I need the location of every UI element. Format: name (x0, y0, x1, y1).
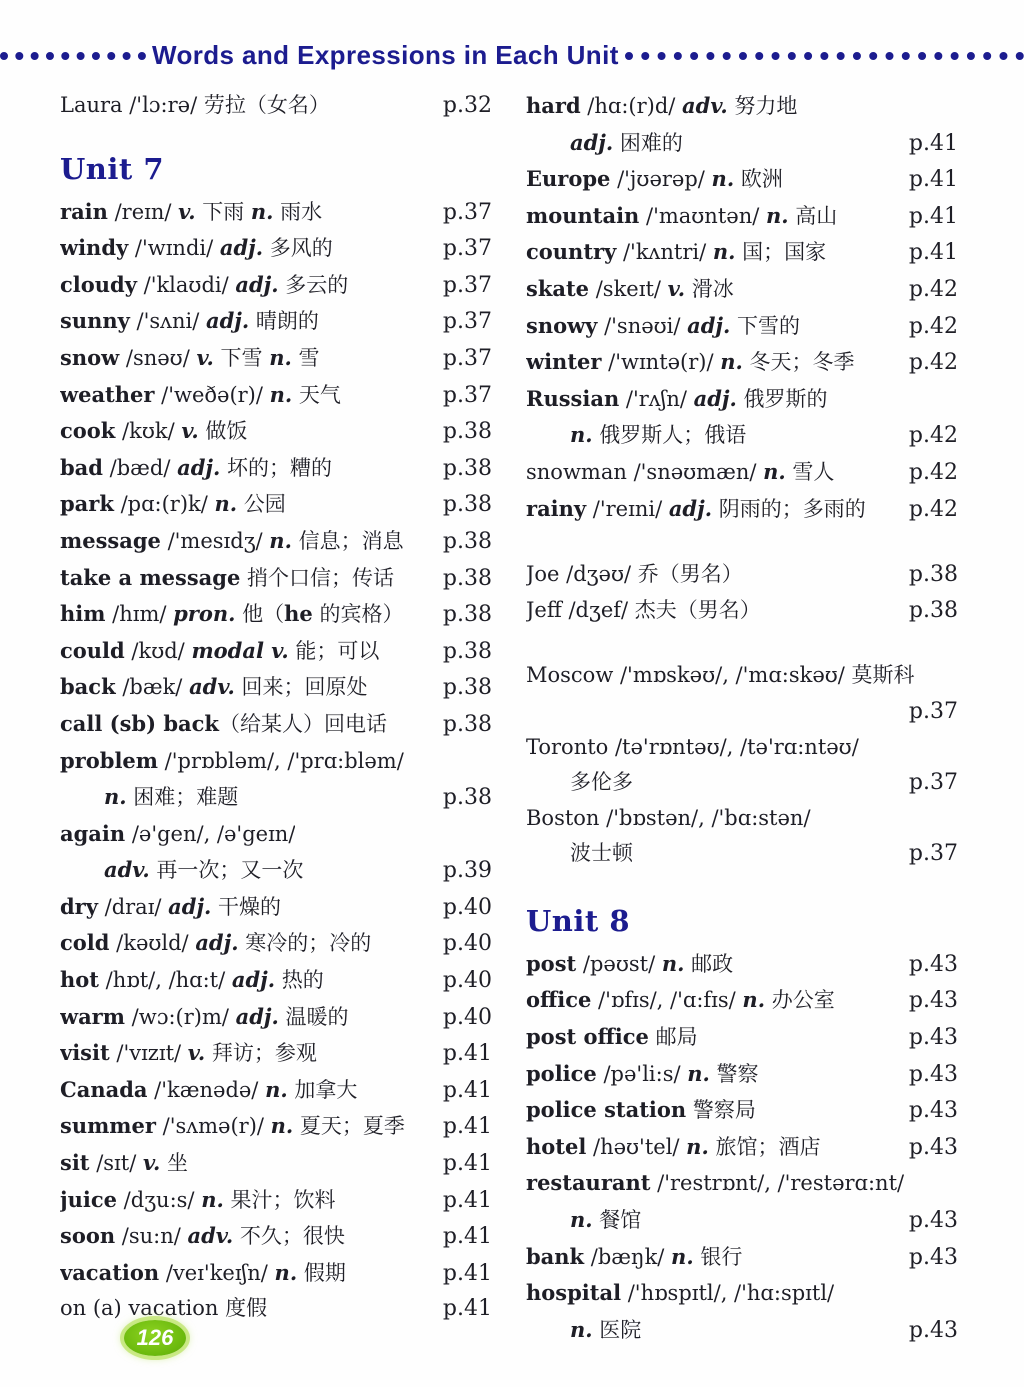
entry-text: could /kʊd/ modal v. 能；可以 (60, 637, 380, 663)
entry-text: him /hɪm/ pron. 他（he 的宾格） (60, 601, 404, 627)
page-ref: p.40 (442, 1004, 492, 1030)
entry-text: n. 困难；难题 (104, 784, 239, 810)
page-ref: p.37 (908, 770, 958, 796)
entry-text: cook /kʊk/ v. 做饭 (60, 418, 248, 444)
entry-text: hard /hɑ:(r)d/ adv. 努力地 (526, 93, 798, 118)
page-ref: p.37 (442, 345, 492, 371)
page-ref: p.40 (442, 894, 492, 920)
page-ref: p.38 (442, 711, 492, 737)
entry-text: bad /bæd/ adj. 坏的；糟的 (60, 454, 333, 480)
page-ref: p.38 (442, 455, 492, 481)
page-ref: p.37 (442, 236, 492, 262)
vocab-entry (526, 88, 958, 125)
vocab-entry (526, 344, 958, 381)
entry-text: take a message 捎个口信；传话 (60, 564, 395, 590)
page-ref: p.41 (442, 1041, 492, 1067)
page-ref: p.37 (442, 309, 492, 335)
page-ref: p.41 (908, 240, 958, 266)
page-ref: p.38 (442, 492, 492, 518)
page-ref: p.41 (908, 203, 958, 229)
entry-text: back /bæk/ adv. 回来；回原处 (60, 674, 368, 700)
entry-text: soon /su:n/ adv. 不久；很快 (60, 1223, 345, 1249)
vocab-entry (526, 593, 958, 629)
page-ref: p.37 (908, 698, 958, 724)
page-ref: p.38 (908, 597, 958, 623)
entry-text: weather /'weðə(r)/ n. 天气 (60, 381, 341, 407)
entry-text: hot /hɒt/, /hɑ:t/ adj. 热的 (60, 967, 324, 993)
left-column (60, 88, 492, 1348)
vocab-entry (60, 450, 492, 487)
page-ref: p.41 (442, 1151, 492, 1177)
entry-text: restaurant /'restrɒnt/, /'restərɑ:nt/ (526, 1170, 905, 1196)
page-header (0, 36, 1024, 74)
vocab-entry (526, 765, 958, 801)
page-ref: p.38 (442, 528, 492, 554)
page-ref: p.42 (908, 350, 958, 376)
entry-text: Russian /'rʌʃn/ adj. 俄罗斯的 (526, 385, 828, 411)
page-ref: p.38 (442, 602, 492, 628)
entry-text: Europe /'jʊərəp/ n. 欧洲 (526, 166, 783, 192)
vocab-entry (526, 1092, 958, 1129)
page-ref: p.41 (908, 130, 958, 156)
vocab-entry (60, 340, 492, 377)
vocab-entry (60, 706, 492, 743)
entry-text: Toronto /tə'rɒntəʊ/, /tə'rɑ:ntəʊ/ (526, 734, 859, 759)
vocab-entry (60, 962, 492, 999)
entry-text: hospital /'hɒspɪtl/, /'hɑ:spɪtl/ (526, 1280, 835, 1306)
vocab-entry (60, 1218, 492, 1255)
vocab-entry (60, 889, 492, 926)
entry-text: snow /snəʊ/ v. 下雪 n. 雪 (60, 344, 320, 370)
page-ref: p.43 (908, 951, 958, 977)
entry-text: sit /sɪt/ v. 坐 (60, 1150, 189, 1176)
vocab-entry (60, 1072, 492, 1109)
page-ref: p.41 (442, 1224, 492, 1250)
entry-text: hotel /həʊ'tel/ n. 旅馆；酒店 (526, 1133, 821, 1159)
vocab-entry (526, 1056, 958, 1093)
vocab-entry (526, 658, 958, 694)
vocab-entry (526, 1239, 958, 1276)
page-title: Words and Expressions in Each Unit (152, 39, 619, 70)
page-ref: p.38 (442, 638, 492, 664)
entry-text: Canada /'kænədə/ n. 加拿大 (60, 1076, 358, 1102)
entry-text: summer /'sʌmə(r)/ n. 夏天；夏季 (60, 1113, 405, 1139)
vocab-entry (60, 633, 492, 670)
entry-text: police station 警察局 (526, 1097, 756, 1123)
vocab-entry (60, 194, 492, 231)
vocab-entry (526, 125, 958, 162)
entry-text: n. 俄罗斯人；俄语 (570, 422, 747, 448)
page-ref: p.38 (908, 562, 958, 588)
page-ref: p.42 (908, 313, 958, 339)
vocab-entry (526, 491, 958, 528)
entry-text: skate /skeɪt/ v. 滑冰 (526, 275, 734, 301)
vocab-entry (60, 1145, 492, 1182)
page-ref: p.42 (908, 276, 958, 302)
page-ref: p.37 (442, 272, 492, 298)
page-ref: p.37 (442, 382, 492, 408)
vocab-entry (60, 743, 492, 780)
page-ref: p.40 (442, 931, 492, 957)
vocab-entry (526, 730, 958, 766)
page-ref: p.32 (442, 93, 492, 118)
entry-text: cold /kəʊld/ adj. 寒冷的；冷的 (60, 930, 372, 956)
vocab-entry (526, 381, 958, 418)
page-ref: p.38 (442, 785, 492, 811)
entry-text: n. 医院 (570, 1316, 642, 1342)
page-ref: p.41 (908, 167, 958, 193)
vocab-entry (60, 669, 492, 706)
entry-text: n. 餐馆 (570, 1207, 642, 1233)
vocab-entry (60, 999, 492, 1036)
entry-text: police /pə'li:s/ n. 警察 (526, 1060, 759, 1086)
vocab-entry (526, 1165, 958, 1202)
vocab-entry (526, 982, 958, 1019)
page-ref: p.38 (442, 675, 492, 701)
entry-text: problem /'prɒbləm/, /'prɑ:bləm/ (60, 747, 404, 773)
vocab-entry (60, 303, 492, 340)
entry-text: juice /dʒu:s/ n. 果汁；饮料 (60, 1186, 336, 1212)
entry-text: post office 邮局 (526, 1024, 698, 1050)
page-number-badge: 126 (124, 1320, 186, 1356)
page-ref: p.40 (442, 968, 492, 994)
entry-text: message /'mesɪdʒ/ n. 信息；消息 (60, 527, 404, 553)
entry-text: Joe /dʒəʊ/ 乔（男名） (526, 562, 743, 587)
vocab-entry (526, 836, 958, 872)
page-ref: p.42 (908, 459, 958, 485)
vocab-entry (60, 377, 492, 414)
entry-text: dry /draɪ/ adj. 干燥的 (60, 893, 282, 919)
page-ref: p.43 (908, 1317, 958, 1343)
vocab-entry (60, 596, 492, 633)
vocab-entry (60, 925, 492, 962)
page-ref: p.39 (442, 858, 492, 884)
vocab-entry (60, 1035, 492, 1072)
entry-text: office /'ɒfɪs/, /'ɑ:fɪs/ n. 办公室 (526, 987, 835, 1013)
entry-text: visit /'vɪzɪt/ v. 拜访；参观 (60, 1040, 317, 1066)
page-ref: p.37 (908, 841, 958, 867)
page-ref: p.38 (442, 565, 492, 591)
entry-text: Jeff /dʒef/ 杰夫（男名） (526, 597, 761, 622)
vocab-entry (60, 1182, 492, 1219)
page-ref: p.43 (908, 1134, 958, 1160)
page-ref: p.37 (442, 199, 492, 225)
vocab-entry (526, 1275, 958, 1312)
vocab-entry (60, 230, 492, 267)
vocab-entry (60, 413, 492, 450)
vocab-entry (526, 1202, 958, 1239)
vocab-entry (526, 161, 958, 198)
entry-text: mountain /'maʊntən/ n. 高山 (526, 202, 838, 228)
entry-text: 多伦多 (570, 770, 633, 795)
page-ref: p.43 (908, 1025, 958, 1051)
entry-text: 波士顿 (570, 841, 633, 866)
vocab-entry (526, 946, 958, 983)
entry-text: snowy /'snəʊi/ adj. 下雪的 (526, 312, 801, 338)
vocab-entry (526, 1129, 958, 1166)
column-gap (60, 124, 492, 144)
page-ref: p.41 (442, 1296, 492, 1322)
page-ref: p.43 (908, 988, 958, 1014)
page-ref: p.38 (442, 419, 492, 445)
entry-text: vacation /veɪ'keɪʃn/ n. 假期 (60, 1259, 346, 1285)
page-ref: p.42 (908, 496, 958, 522)
vocab-entry (60, 486, 492, 523)
vocab-entry (60, 560, 492, 597)
dotted-rule-left (0, 52, 146, 60)
entry-text: windy /'wɪndi/ adj. 多风的 (60, 235, 333, 261)
entry-text: rain /reɪn/ v. 下雨 n. 雨水 (60, 198, 323, 224)
vocab-entry (60, 852, 492, 889)
column-gap (526, 872, 958, 896)
vocab-entry (526, 801, 958, 837)
page-ref: p.43 (908, 1208, 958, 1234)
page-ref: p.41 (442, 1114, 492, 1140)
vocab-entry (60, 1108, 492, 1145)
vocab-columns (60, 88, 958, 1348)
vocab-entry (526, 234, 958, 271)
vocab-entry (60, 523, 492, 560)
page-ref: p.41 (442, 1077, 492, 1103)
column-gap (526, 628, 958, 658)
entry-text: warm /wɔ:(r)m/ adj. 温暖的 (60, 1003, 349, 1029)
vocab-entry (60, 1255, 492, 1292)
entry-text: country /'kʌntri/ n. 国；国家 (526, 239, 827, 265)
entry-text: rainy /'reɪni/ adj. 阴雨的；多雨的 (526, 495, 866, 521)
vocab-entry (526, 198, 958, 235)
entry-text: adj. 困难的 (570, 129, 683, 155)
entry-text: Moscow /'mɒskəʊ/, /'mɑ:skəʊ/ 莫斯科 (526, 663, 915, 688)
entry-text: snowman /'snəʊmæn/ n. 雪人 (526, 458, 835, 484)
vocab-entry (526, 1019, 958, 1056)
vocab-entry (60, 816, 492, 853)
page-ref: p.43 (908, 1061, 958, 1087)
entry-text: winter /'wɪntə(r)/ n. 冬天；冬季 (526, 349, 855, 375)
vocab-entry (60, 779, 492, 816)
vocab-entry (526, 694, 958, 730)
page-ref: p.41 (442, 1260, 492, 1286)
column-gap (526, 527, 958, 557)
vocab-entry (60, 1291, 492, 1327)
entry-text: cloudy /'klaʊdi/ adj. 多云的 (60, 271, 349, 297)
entry-text: post /pəʊst/ n. 邮政 (526, 950, 734, 976)
entry-text: sunny /'sʌni/ adj. 晴朗的 (60, 308, 319, 334)
page-ref: p.43 (908, 1244, 958, 1270)
vocab-entry (526, 271, 958, 308)
entry-text: call (sb) back（给某人）回电话 (60, 710, 387, 736)
page-ref: p.41 (442, 1187, 492, 1213)
entry-text: again /ə'gen/, /ə'geɪn/ (60, 820, 296, 846)
page-ref: p.42 (908, 423, 958, 449)
unit-heading: Unit 7 (60, 151, 165, 186)
vocab-entry (526, 308, 958, 345)
unit-heading: Unit 8 (526, 903, 631, 938)
entry-text: on (a) vacation 度假 (60, 1296, 268, 1321)
vocab-entry (526, 454, 958, 491)
entry-text: bank /bæŋk/ n. 银行 (526, 1243, 743, 1269)
entry-text: park /pɑ:(r)k/ n. 公园 (60, 491, 286, 517)
entry-text: adv. 再一次；又一次 (104, 857, 304, 883)
vocab-entry (60, 267, 492, 304)
entry-text: Laura /'lɔ:rə/ 劳拉（女名） (60, 93, 330, 117)
dotted-rule-right (625, 52, 1024, 60)
entry-text: Boston /'bɒstən/, /'bɑ:stən/ (526, 805, 811, 830)
vocab-entry (526, 1312, 958, 1349)
right-column (526, 88, 958, 1348)
vocab-entry (526, 557, 958, 593)
vocab-entry (60, 88, 492, 124)
vocab-entry (526, 417, 958, 454)
page-ref: p.43 (908, 1098, 958, 1124)
